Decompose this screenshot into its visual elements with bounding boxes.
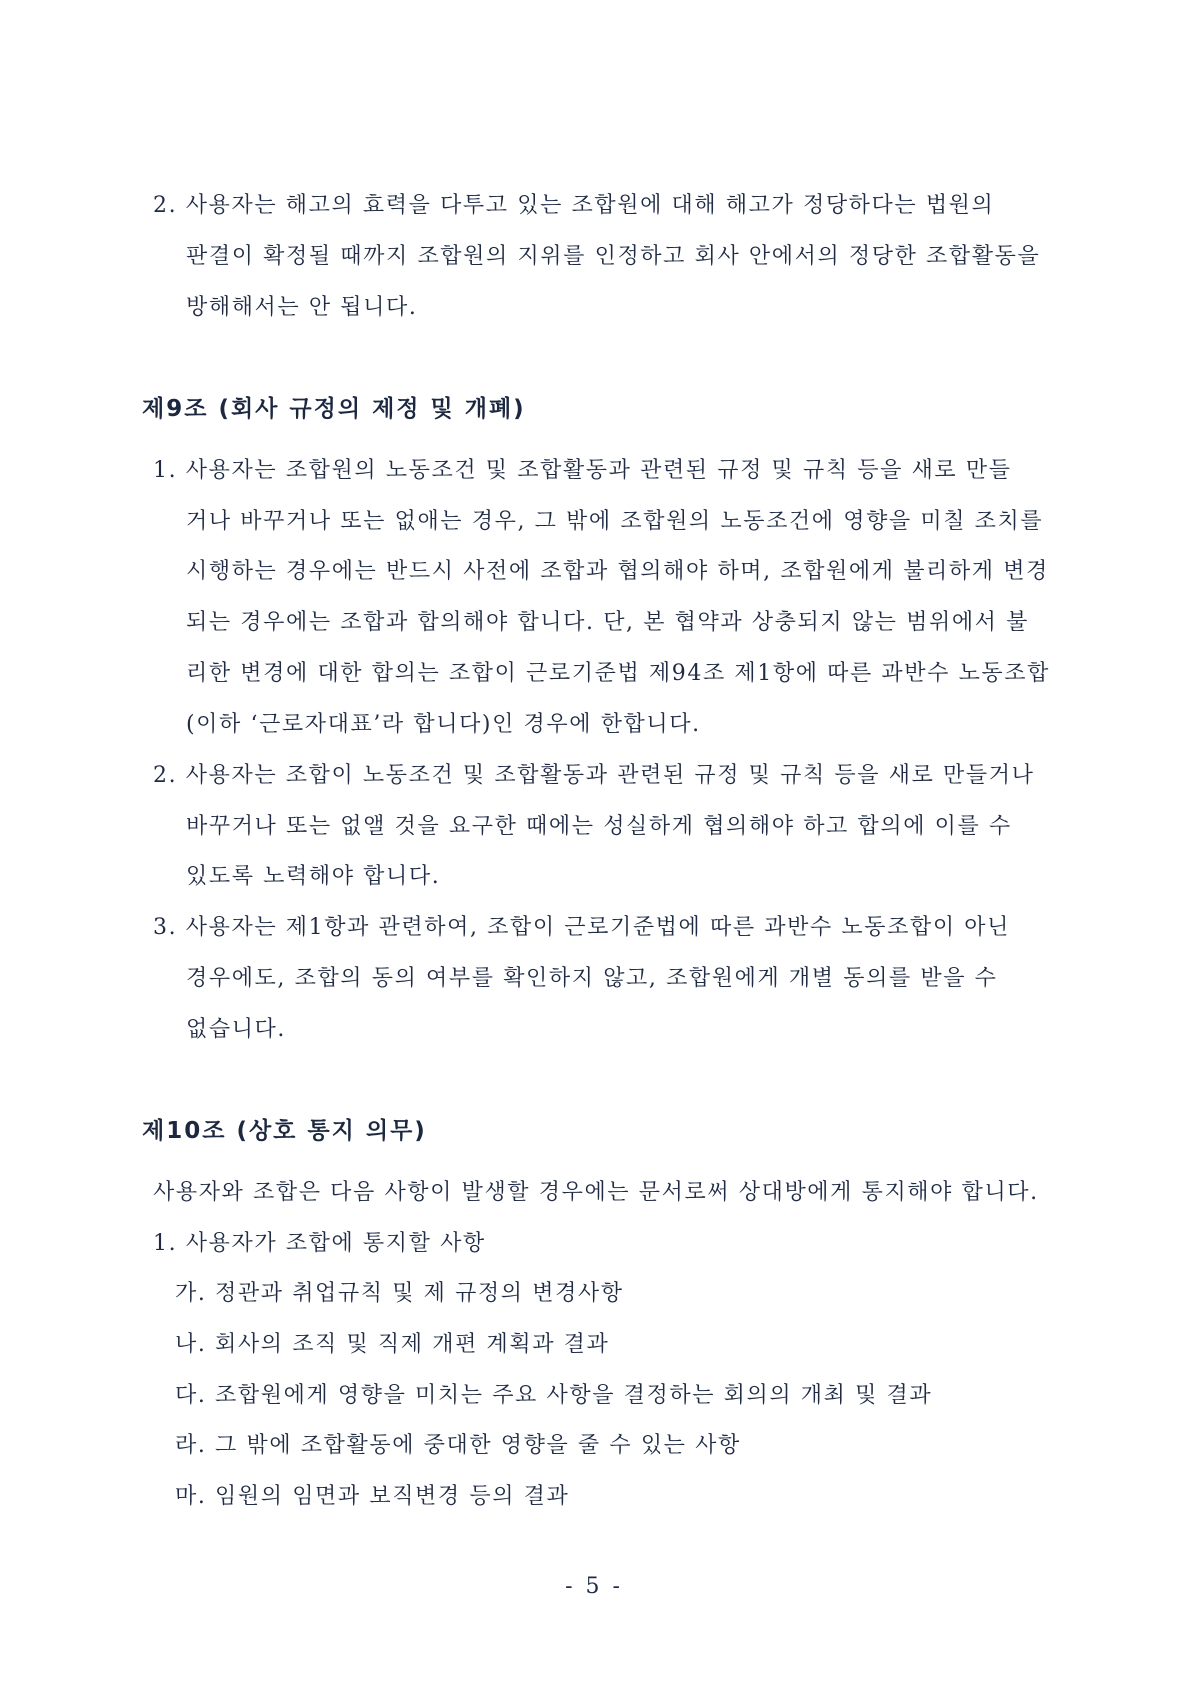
page-number: - 5 - (565, 1574, 623, 1599)
art10-sub-item-ga: 가. 정관과 취업규칙 및 제 규정의 변경사항 (175, 1281, 624, 1306)
article-10-heading: 제10조 (상호 통지 의무) (142, 1118, 427, 1144)
art9-item1-line6: (이하 ‘근로자대표’라 합니다)인 경우에 한합니다. (186, 712, 701, 737)
art9-item1-line5: 리한 변경에 대한 합의는 조합이 근로기준법 제94조 제1항에 따른 과반수 노동조합 (186, 661, 1050, 686)
art9-item3-line1: 3. 사용자는 제1항과 관련하여, 조합이 근로기준법에 따른 과반수 노동조합이 아닌 (153, 915, 1010, 940)
art8-item2-line3: 방해해서는 안 됩니다. (186, 295, 418, 320)
art10-sub-item-na: 나. 회사의 조직 및 직제 개편 계획과 결과 (175, 1332, 610, 1357)
art9-item1-line1: 1. 사용자는 조합원의 노동조건 및 조합활동과 관련된 규정 및 규칙 등을 새로 만들 (153, 458, 1012, 483)
art8-item2-line2: 판결이 확정될 때까지 조합원의 지위를 인정하고 회사 안에서의 정당한 조합활동을 (186, 244, 1041, 269)
art9-item3-line2: 경우에도, 조합의 동의 여부를 확인하지 않고, 조합원에게 개별 동의를 받을 수 (186, 966, 998, 991)
art9-item2-line3: 있도록 노력해야 합니다. (186, 864, 441, 889)
art9-item1-line2: 거나 바꾸거나 또는 없애는 경우, 그 밖에 조합원의 노동조건에 영향을 미칠 조치를 (186, 509, 1044, 534)
art9-item3-line3: 없습니다. (186, 1017, 287, 1042)
art10-sub-item-ra: 라. 그 밖에 조합활동에 중대한 영향을 줄 수 있는 사항 (175, 1433, 741, 1458)
art10-item1-line1: 1. 사용자가 조합에 통지할 사항 (153, 1231, 486, 1256)
art9-item2-line2: 바꾸거나 또는 없앨 것을 요구한 때에는 성실하게 협의해야 하고 합의에 이를 수 (186, 814, 1012, 839)
art10-sub-item-ma: 마. 임원의 임면과 보직변경 등의 결과 (175, 1484, 570, 1509)
art10-sub-item-da: 다. 조합원에게 영향을 미치는 주요 사항을 결정하는 회의의 개최 및 결과 (175, 1383, 933, 1408)
art9-item1-line4: 되는 경우에는 조합과 합의해야 합니다. 단, 본 협약과 상충되지 않는 범위에서 불 (186, 610, 1029, 635)
art9-item2-line1: 2. 사용자는 조합이 노동조건 및 조합활동과 관련된 규정 및 규칙 등을 새로 만들거나 (153, 763, 1035, 788)
art9-item1-line3: 시행하는 경우에는 반드시 사전에 조합과 협의해야 하며, 조합원에게 불리하게 변경 (186, 559, 1049, 584)
art10-intro: 사용자와 조합은 다음 사항이 발생할 경우에는 문서로써 상대방에게 통지해야 합니다. (153, 1180, 1039, 1205)
art8-item2-line1: 2. 사용자는 해고의 효력을 다투고 있는 조합원에 대해 해고가 정당하다는 법원의 (153, 193, 995, 218)
article-9-heading: 제9조 (회사 규정의 제정 및 개폐) (142, 396, 526, 422)
